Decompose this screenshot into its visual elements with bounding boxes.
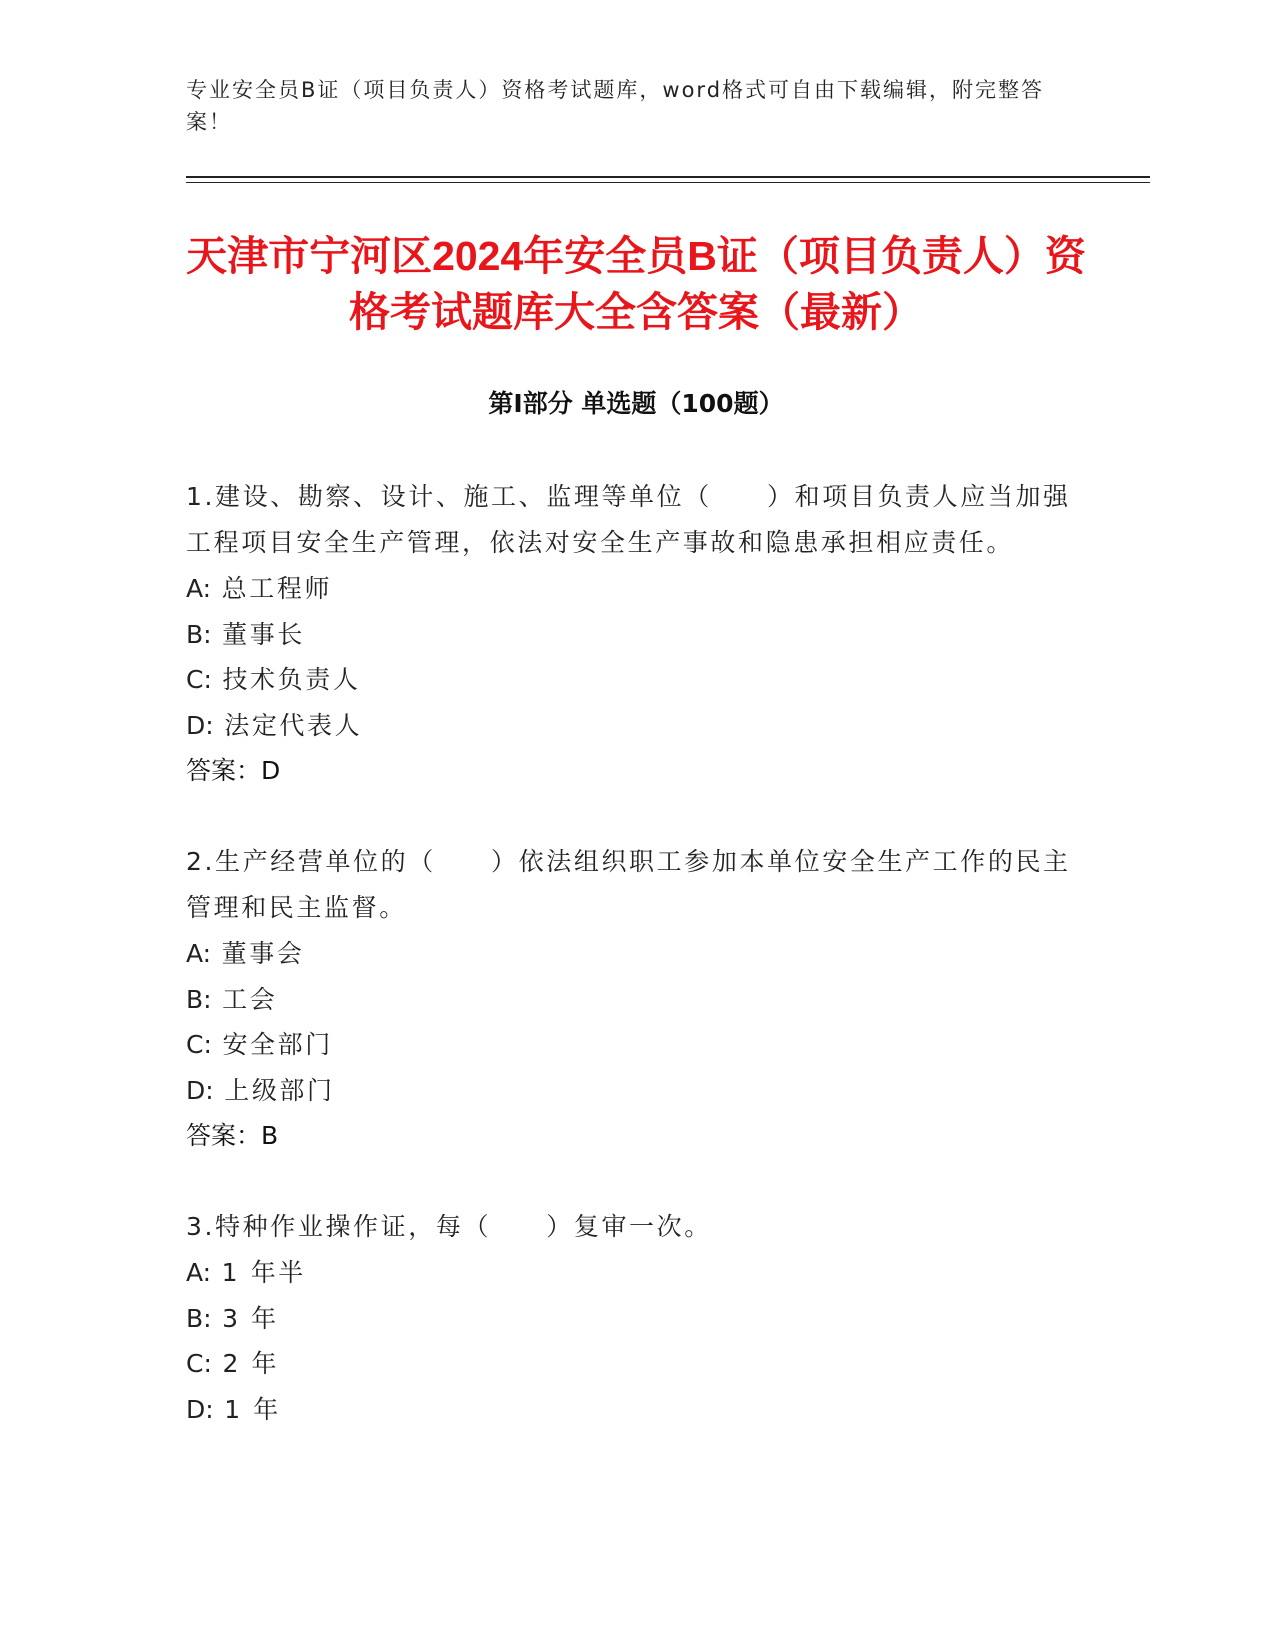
header-rule-thin [186,182,1150,183]
option-text: 董事会 [221,939,305,968]
option-c [186,657,1086,703]
option-text: 上级部门 [224,1075,335,1105]
question-stem: 1.建设、勘察、设计、施工、监理等单位（ ）和项目负责人应当加强工程项目安全生产管理，依法对安全生产事故和隐患承担相应责任。 [186,482,1071,557]
option-key: C: [186,1349,212,1378]
option-text: 董事长 [222,619,305,649]
option-c [186,1022,1086,1068]
question-3 [186,1204,1086,1432]
question-stem: 2.生产经营单位的（ ）依法组织职工参加本单位安全生产工作的民主管理和民主监督。 [186,847,1071,922]
option-text: 安全部门 [222,1030,333,1059]
option-key: A: [186,1258,212,1287]
option-b [186,1296,1086,1342]
question-stem: 3.特种作业操作证，每（ ）复审一次。 [186,1212,712,1241]
answer: 答案：D [186,756,281,785]
option-text: 2 年 [222,1349,280,1378]
option-a [186,566,1086,612]
option-key: B: [186,619,212,649]
option-key: C: [186,665,212,694]
question-list [186,474,1086,1478]
option-key: D: [186,1394,214,1424]
option-text: 1 年 [224,1394,281,1424]
option-d [186,1068,1086,1114]
section-title: 第Ⅰ部分 单选题（100题） [488,389,784,418]
option-b [186,977,1086,1023]
answer: 答案：B [186,1121,279,1150]
option-a [186,931,1086,977]
option-c [186,1341,1086,1387]
option-text: 法定代表人 [224,710,363,740]
question-2 [186,839,1086,1158]
option-key: D: [186,1075,214,1105]
option-d [186,1387,1086,1433]
option-key: A: [186,939,212,968]
option-text: 总工程师 [221,574,333,603]
option-key: A: [186,574,212,603]
question-1 [186,474,1086,793]
option-text: 工会 [222,984,278,1014]
option-key: C: [186,1030,212,1059]
document-title: 天津市宁河区2024年安全员B证（项目负责人）资格考试题库大全含答案（最新） [186,233,1086,335]
option-a [186,1250,1086,1296]
option-text: 1 年半 [221,1258,306,1287]
option-key: D: [186,710,214,740]
option-key: B: [186,984,212,1014]
option-b [186,612,1086,658]
page-header: 专业安全员B证（项目负责人）资格考试题库，word格式可自由下载编辑，附完整答案！ [186,78,1045,134]
option-key: B: [186,1303,212,1333]
option-text: 3 年 [222,1303,279,1333]
header-rule-thick [186,176,1150,178]
option-text: 技术负责人 [222,665,361,694]
option-d [186,703,1086,749]
